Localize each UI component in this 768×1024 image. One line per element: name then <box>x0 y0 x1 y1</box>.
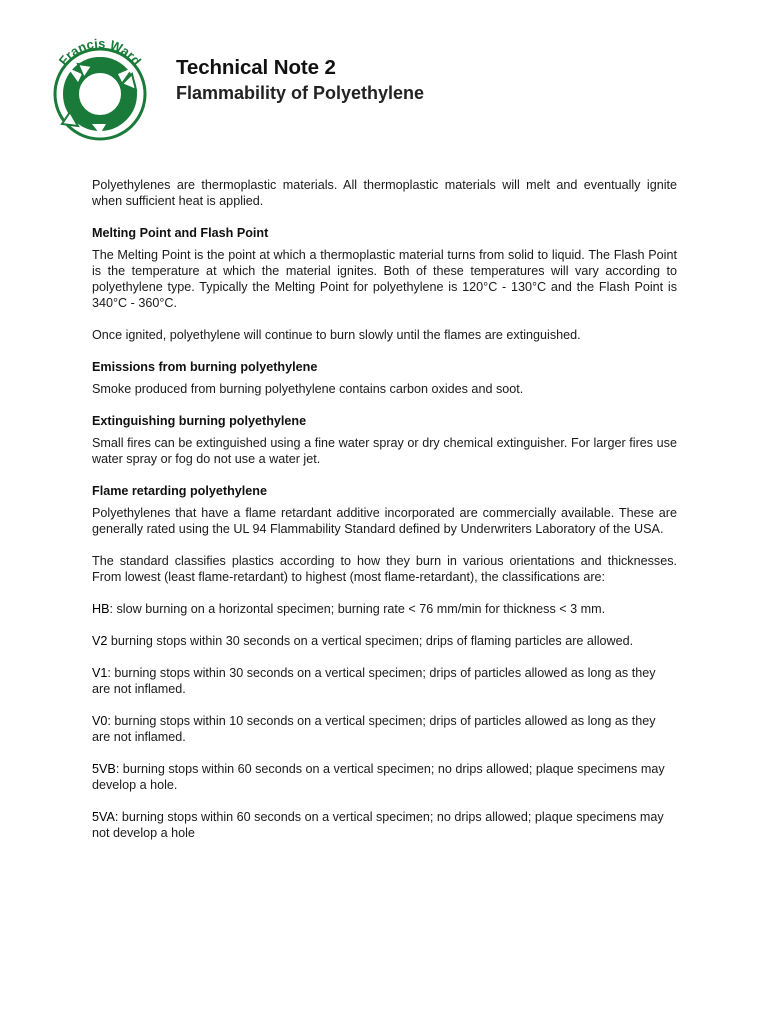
classification-code: V1 <box>92 666 108 680</box>
classification-text: : slow burning on a horizontal specimen; burning rate < 76 mm/min for thickness < 3 mm. <box>109 602 606 616</box>
classification-item <box>92 633 677 649</box>
section-heading-extinguishing: Extinguishing burning polyethylene <box>92 414 307 428</box>
section-heading-emissions: Emissions from burning polyethylene <box>92 360 318 374</box>
section-heading-melting: Melting Point and Flash Point <box>92 226 269 240</box>
emissions-paragraph: Smoke produced from burning polyethylene contains carbon oxides and soot. <box>92 382 524 396</box>
classification-item <box>92 761 677 793</box>
classification-text: : burning stops within 30 seconds on a vertical specimen; drips of particles allowed as long as they are not inflamed. <box>92 666 656 696</box>
classification-text: : burning stops within 60 seconds on a vertical specimen; no drips allowed; plaque specimens may not develop a hole <box>92 810 664 840</box>
classification-item <box>92 713 677 745</box>
logo-brand-text: Francis Ward <box>55 38 145 69</box>
flame-retardant-paragraph: Polyethylenes that have a flame retardant additive incorporated are commercially available. These are generally rated using the UL 94 Flammability Standard defined by Underwriters Laboratory of the USA. <box>92 506 677 536</box>
ignition-paragraph: Once ignited, polyethylene will continue to burn slowly until the flames are extinguished. <box>92 328 581 342</box>
header <box>176 56 424 104</box>
company-logo <box>48 38 152 142</box>
classification-text: : burning stops within 10 seconds on a vertical specimen; drips of particles allowed as long as they are not inflamed. <box>92 714 656 744</box>
classification-text: burning stops within 30 seconds on a vertical specimen; drips of flaming particles are allowed. <box>107 634 634 648</box>
classification-item <box>92 809 677 841</box>
classification-code: HB <box>92 602 110 616</box>
classification-item <box>92 601 677 617</box>
extinguishing-paragraph: Small fires can be extinguished using a fine water spray or dry chemical extinguisher. For larger fires use water spray or fog do not use a water jet. <box>92 436 677 466</box>
page-title: Technical Note 2 <box>176 56 336 79</box>
melting-paragraph: The Melting Point is the point at which a thermoplastic material turns from solid to liquid. The Flash Point is the temperature at which the material ignites. Both of these temperatures will vary according to polyethylene type. Typically the Melting Point for polyethylene is 120°C - 130°C and the Flash Point is 340°C - 360°C. <box>92 248 677 310</box>
classification-code: V0 <box>92 714 108 728</box>
classification-code: 5VB <box>92 762 116 776</box>
logo-recycle-icon <box>48 38 152 142</box>
classification-item <box>92 665 677 697</box>
page-subtitle: Flammability of Polyethylene <box>176 83 425 103</box>
classification-text: : burning stops within 60 seconds on a vertical specimen; no drips allowed; plaque specimens may develop a hole. <box>92 762 665 792</box>
intro-paragraph: Polyethylenes are thermoplastic materials. All thermoplastic materials will melt and eventually ignite when sufficient heat is applied. <box>92 178 677 208</box>
document-body <box>92 177 677 841</box>
classification-intro-paragraph: The standard classifies plastics according to how they burn in various orientations and thicknesses. From lowest (least flame-retardant) to highest (most flame-retardant), the classifications are: <box>92 554 677 584</box>
classification-code: V2 <box>92 634 108 648</box>
section-heading-flame-retarding: Flame retarding polyethylene <box>92 484 267 498</box>
classification-code: 5VA <box>92 810 115 824</box>
